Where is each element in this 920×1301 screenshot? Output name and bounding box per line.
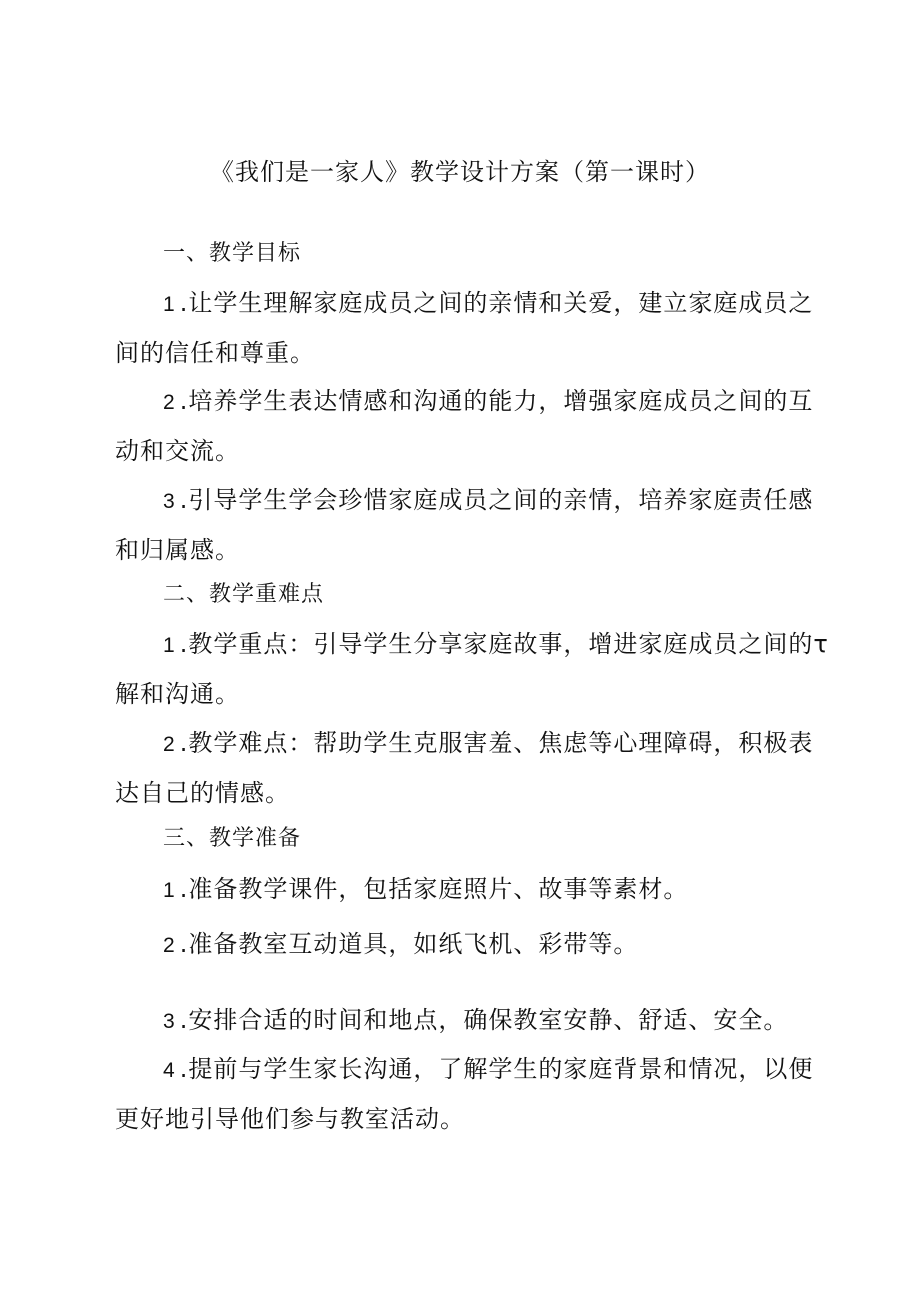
item-number: 1 (163, 634, 176, 657)
section-heading-key-points: 二、教学重难点 (163, 582, 325, 607)
prep-item-1 (115, 865, 835, 915)
item-number: 2 (163, 391, 176, 414)
item-text: .准备教学课件，包括家庭照片、故事等素材。 (179, 875, 689, 903)
item-number: 2 (163, 934, 176, 957)
item-number: 2 (163, 733, 176, 756)
section-heading-preparation: 三、教学准备 (163, 826, 302, 851)
goal-item-2 (115, 377, 835, 475)
document-title: 《我们是一家人》教学设计方案（第一课时） (210, 158, 710, 186)
key-point-item-2 (115, 719, 835, 817)
item-number: 1 (163, 293, 176, 316)
item-number: 3 (163, 1010, 176, 1033)
prep-item-4 (115, 1045, 835, 1143)
goal-item-1 (115, 279, 835, 377)
item-text: .教学重点：引导学生分享家庭故事，增进家庭成员之间的τ解和沟通。 (115, 630, 829, 708)
item-text: .准备教室互动道具，如纸飞机、彩带等。 (179, 930, 639, 958)
prep-item-3 (115, 996, 835, 1046)
prep-item-2 (115, 920, 835, 970)
item-text: .引导学生学会珍惜家庭成员之间的亲情，培养家庭责任感和归属感。 (115, 486, 814, 564)
item-text: .培养学生表达情感和沟通的能力，增强家庭成员之间的互动和交流。 (115, 387, 814, 465)
item-text: .提前与学生家长沟通，了解学生的家庭背景和情况，以便更好地引导他们参与教室活动。 (115, 1055, 814, 1133)
item-number: 1 (163, 879, 176, 902)
item-number: 3 (163, 490, 176, 513)
section-heading-goals: 一、教学目标 (163, 241, 302, 266)
item-text: .教学难点：帮助学生克服害羞、焦虑等心理障碍，积极表达自己的情感。 (115, 729, 814, 807)
goal-item-3 (115, 476, 835, 574)
item-number: 4 (163, 1059, 176, 1082)
item-text: .安排合适的时间和地点，确保教室安静、舒适、安全。 (179, 1006, 789, 1034)
item-text: .让学生理解家庭成员之间的亲情和关爱，建立家庭成员之间的信任和尊重。 (115, 289, 814, 367)
key-point-item-1 (115, 620, 835, 718)
